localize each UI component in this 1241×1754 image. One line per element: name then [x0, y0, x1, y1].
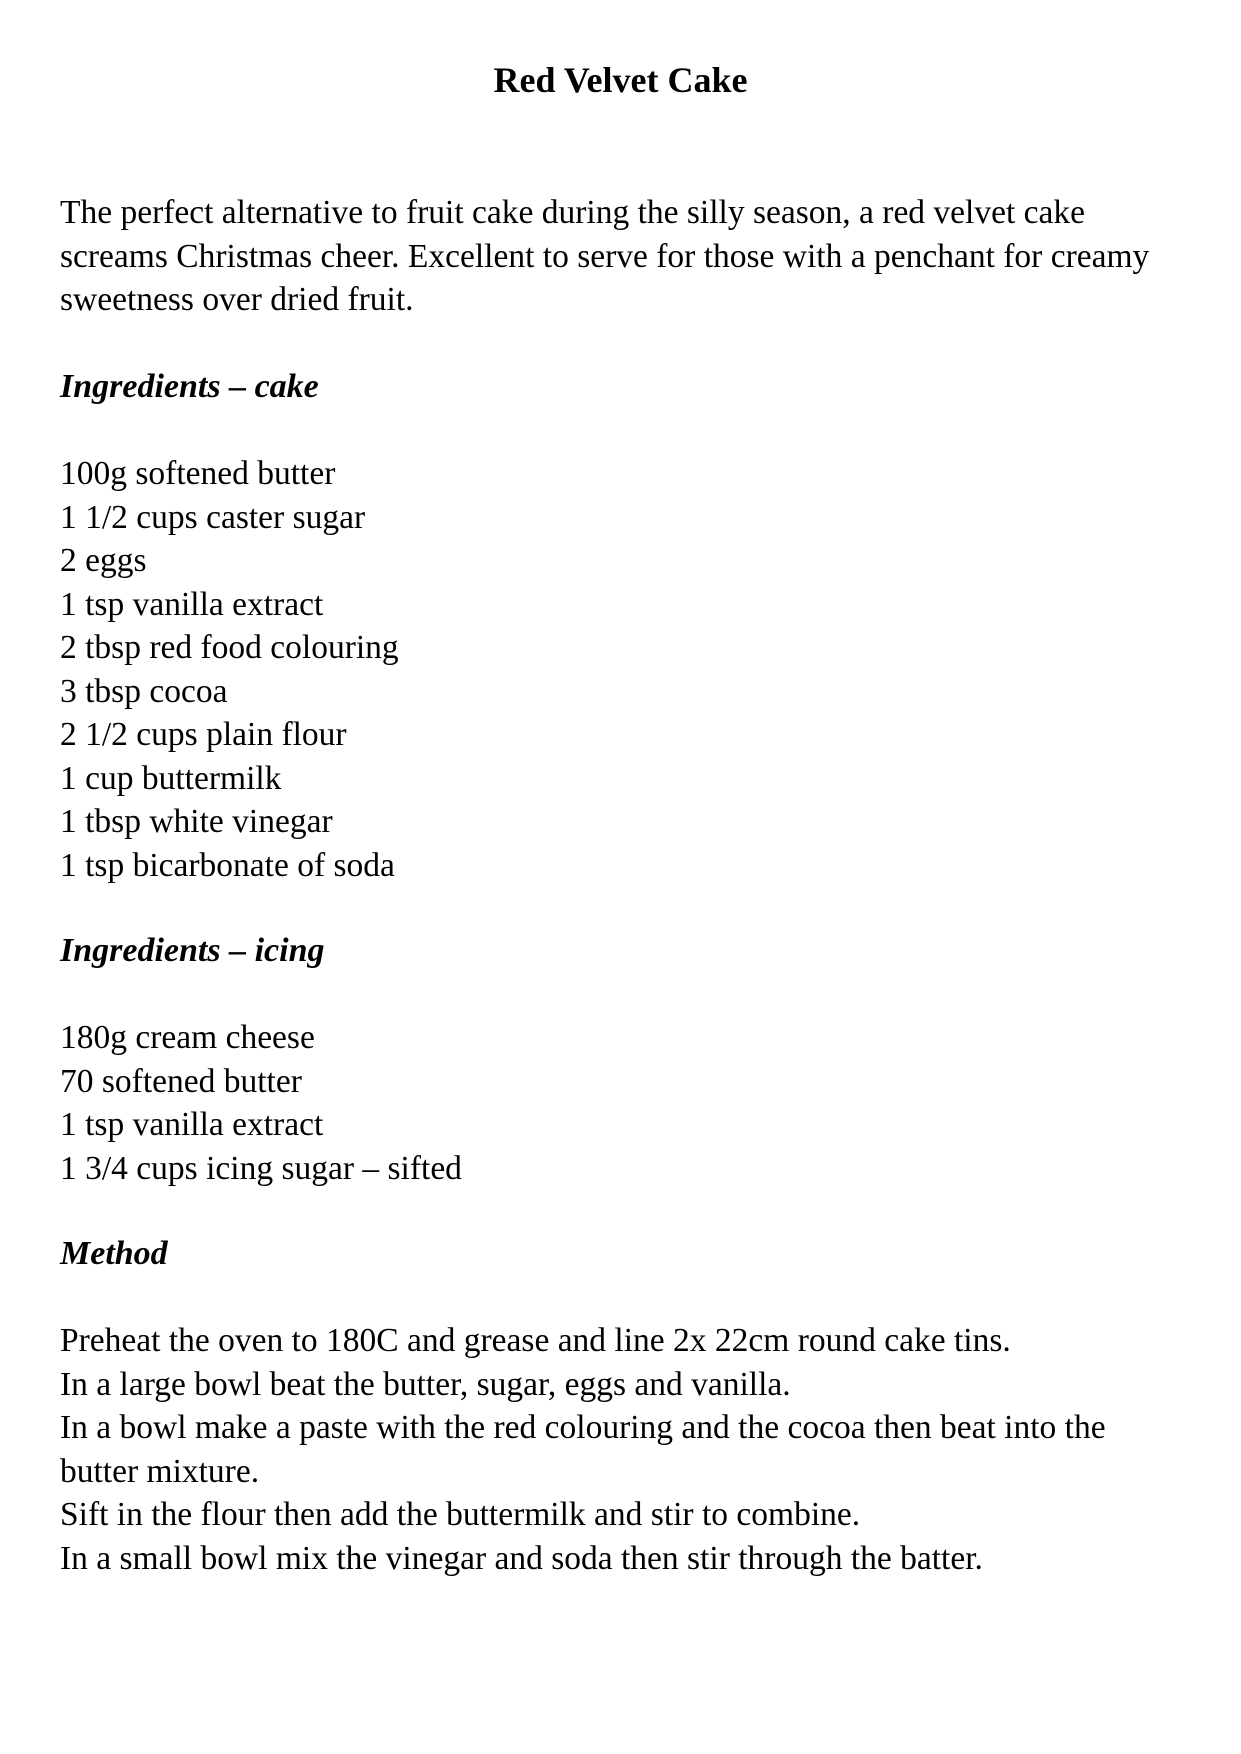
- list-item: 70 softened butter: [60, 1062, 302, 1100]
- list-item: 3 tbsp cocoa: [60, 672, 228, 710]
- method-step: Preheat the oven to 180C and grease and line 2x 22cm round cake tins.: [60, 1322, 1011, 1359]
- list-item: 1 tsp bicarbonate of soda: [60, 846, 395, 884]
- list-item: 2 eggs: [60, 542, 147, 579]
- method-step: In a large bowl beat the butter, sugar, eggs and vanilla.: [60, 1365, 791, 1403]
- cake-ingredients-heading: Ingredients – cake: [60, 368, 319, 405]
- list-item: 2 tbsp red food colouring: [60, 629, 399, 666]
- icing-ingredients-heading: Ingredients – icing: [60, 932, 325, 969]
- method-step: In a bowl make a paste with the red colouring and the cocoa then beat into the butter mixture.: [60, 1409, 1106, 1490]
- list-item: 100g softened butter: [60, 455, 336, 492]
- list-item: 1 1/2 cups caster sugar: [60, 498, 366, 536]
- method-step: In a small bowl mix the vinegar and soda then stir through the batter.: [60, 1539, 983, 1577]
- list-item: 180g cream cheese: [60, 1019, 315, 1056]
- list-item: 1 tbsp white vinegar: [60, 803, 333, 840]
- method-steps-list: [60, 1319, 1190, 1580]
- list-item: 2 1/2 cups plain flour: [60, 716, 347, 753]
- icing-ingredients-list: [60, 1016, 1190, 1190]
- cake-ingredients-list: [60, 452, 1190, 887]
- method-step: Sift in the flour then add the buttermilk and stir to combine.: [60, 1496, 861, 1533]
- list-item: 1 tsp vanilla extract: [60, 1106, 324, 1143]
- method-heading: Method: [60, 1235, 168, 1272]
- intro-paragraph: The perfect alternative to fruit cake during the silly season, a red velvet cake screams Christmas cheer. Excellent to serve for those with a penchant for creamy sweetness over dried fruit.: [60, 194, 1150, 318]
- list-item: 1 tsp vanilla extract: [60, 585, 324, 623]
- page-title: Red Velvet Cake: [493, 60, 748, 100]
- list-item: 1 cup buttermilk: [60, 759, 282, 797]
- list-item: 1 3/4 cups icing sugar – sifted: [60, 1149, 462, 1187]
